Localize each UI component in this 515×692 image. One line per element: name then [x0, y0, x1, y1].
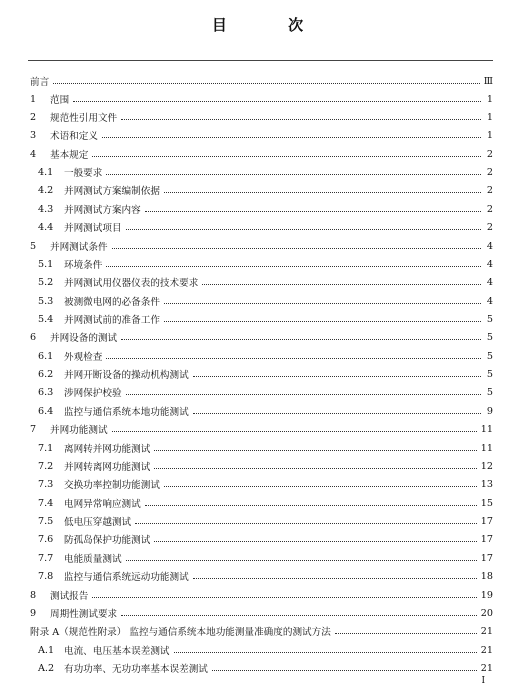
toc-entry[interactable]: [30, 109, 493, 125]
dot-leader: [121, 614, 477, 616]
toc-entry-page: 12: [480, 460, 493, 472]
dot-leader: [53, 82, 480, 84]
toc-entry-page: 5: [486, 350, 493, 362]
toc-entry[interactable]: [30, 587, 493, 603]
toc-entry-number: 7.7: [38, 552, 54, 564]
page-number: Ⅰ: [481, 676, 485, 686]
toc-entry[interactable]: [38, 568, 493, 584]
toc-entry-page: 4: [486, 276, 493, 288]
dot-leader: [126, 559, 477, 561]
toc-entry-number: 7.6: [38, 533, 54, 545]
toc-entry-label: 电网异常响应测试: [64, 499, 141, 510]
dot-leader: [193, 412, 481, 414]
toc-entry[interactable]: [38, 495, 493, 511]
dot-leader: [145, 504, 477, 506]
toc-entry-label: 规范性引用文件: [50, 113, 118, 124]
toc-entry-page: 5: [486, 313, 493, 325]
toc-entry-number: 7.2: [38, 460, 54, 472]
toc-entry-label: 测试报告: [50, 591, 89, 602]
toc-entry-label: 并网开断设备的操动机构测试: [64, 370, 189, 381]
toc-entry[interactable]: [38, 550, 493, 566]
dot-leader: [154, 449, 476, 451]
dot-leader: [154, 467, 476, 469]
toc-entry-number: A.1: [38, 644, 55, 656]
toc-entry-number: 5.3: [38, 295, 54, 307]
toc-entry[interactable]: [38, 476, 493, 492]
toc-entry-page: 17: [480, 552, 493, 564]
toc-entry-label: 一般要求: [64, 168, 103, 179]
dot-leader: [335, 632, 477, 634]
toc-entry-page: 2: [486, 148, 493, 160]
toc-entry[interactable]: [30, 329, 493, 345]
toc-entry-label: 前言: [30, 77, 50, 88]
toc-entry[interactable]: [38, 531, 493, 547]
toc-entry-page: 17: [480, 533, 493, 545]
toc-entry[interactable]: [38, 366, 493, 382]
toc-entry-label: 电能质量测试: [64, 554, 122, 565]
dot-leader: [126, 393, 481, 395]
toc-entry-page: 21: [480, 662, 493, 674]
title-divider: [28, 60, 493, 61]
toc-entry-page: 5: [486, 386, 493, 398]
toc-entry-label: 低电压穿越测试: [64, 517, 132, 528]
dot-leader: [112, 247, 481, 249]
toc-entry[interactable]: [30, 91, 493, 107]
toc-entry-number: 5: [30, 240, 37, 252]
toc-entry-label: 离网转并网功能测试: [64, 444, 151, 455]
toc-entry[interactable]: [30, 73, 493, 89]
dot-leader: [73, 100, 481, 102]
toc-entry-label: 并网功能测试: [50, 425, 108, 436]
toc-entry[interactable]: [30, 238, 493, 254]
toc-entry-label: 涉网保护校验: [64, 388, 122, 399]
toc-entry-label: 并网测试条件: [50, 242, 108, 253]
toc-entry[interactable]: [38, 348, 493, 364]
toc-entry-number: 4.1: [38, 166, 54, 178]
toc-entry[interactable]: [38, 458, 493, 474]
toc-entry[interactable]: [30, 421, 493, 437]
toc-entry-number: 7.1: [38, 442, 54, 454]
toc-entry-page: 11: [480, 442, 493, 454]
dot-leader: [106, 265, 481, 267]
dot-leader: [193, 375, 481, 377]
toc-entry-page: 15: [480, 497, 493, 509]
toc-entry-page: 11: [480, 423, 493, 435]
toc-entry-label: 并网测试方案编制依据: [64, 186, 160, 197]
toc-entry-number: A.2: [38, 662, 55, 674]
toc-entry[interactable]: [30, 623, 493, 639]
toc-entry-number: 7.4: [38, 497, 54, 509]
dot-leader: [135, 522, 477, 524]
dot-leader: [126, 228, 481, 230]
dot-leader: [164, 320, 481, 322]
dot-leader: [106, 357, 481, 359]
toc-entry-number: 2: [30, 111, 37, 123]
toc-entry-number: 5.1: [38, 258, 54, 270]
toc-entry[interactable]: [38, 311, 493, 327]
toc-entry-label: 附录 A（规范性附录） 监控与通信系统本地功能测量准确度的测试方法: [30, 627, 331, 638]
toc-entry-label: 并网转离网功能测试: [64, 462, 151, 473]
toc-entry-number: 1: [30, 93, 37, 105]
toc-entry-label: 监控与通信系统远动功能测试: [64, 572, 189, 583]
toc-entry-label: 电流、电压基本误差测试: [64, 646, 170, 657]
toc-entry[interactable]: [38, 384, 493, 400]
dot-leader: [92, 596, 476, 598]
toc-entry-page: 9: [486, 405, 493, 417]
dot-leader: [164, 485, 477, 487]
dot-leader: [164, 191, 481, 193]
toc-entry-number: 7.8: [38, 570, 54, 582]
toc-entry-page: 4: [486, 295, 493, 307]
dot-leader: [106, 173, 481, 175]
toc-entry[interactable]: [38, 642, 493, 658]
toc-entry-number: 4: [30, 148, 37, 160]
toc-entry-page: 2: [486, 166, 493, 178]
dot-leader: [193, 577, 477, 579]
toc-entry-page: 1: [486, 93, 493, 105]
toc-entry[interactable]: [38, 256, 493, 272]
toc-entry-number: 6.3: [38, 386, 54, 398]
toc-entry-label: 交换功率控制功能测试: [64, 480, 160, 491]
dot-leader: [121, 338, 481, 340]
toc-entry-label: 环境条件: [64, 260, 103, 271]
toc-entry-number: 5.2: [38, 276, 54, 288]
toc-entry-label: 有功功率、无功功率基本误差测试: [64, 664, 208, 675]
toc-entry-page: 1: [486, 129, 493, 141]
toc-entry-number: 4.2: [38, 184, 54, 196]
toc-entry-label: 防孤岛保护功能测试: [64, 535, 151, 546]
toc-entry-page: 18: [480, 570, 493, 582]
toc-entry-number: 7: [30, 423, 37, 435]
toc-entry-number: 6: [30, 331, 37, 343]
toc-entry-label: 范围: [50, 95, 70, 106]
dot-leader: [102, 136, 481, 138]
toc-entry-label: 并网测试方案内容: [64, 205, 141, 216]
toc-entry-page: 20: [480, 607, 493, 619]
dot-leader: [92, 155, 481, 157]
toc-entry-label: 并网测试前的准备工作: [64, 315, 160, 326]
toc-entry-page: 2: [486, 184, 493, 196]
toc-entry-page: 21: [480, 625, 493, 637]
toc-entry[interactable]: [38, 182, 493, 198]
toc-entry[interactable]: [38, 513, 493, 529]
toc-entry-page: Ⅲ: [483, 75, 493, 87]
toc-entry-page: 2: [486, 203, 493, 215]
dot-leader: [164, 302, 481, 304]
toc-entry[interactable]: [38, 201, 493, 217]
toc-entry-label: 并网设备的测试: [50, 333, 118, 344]
toc-entry-label: 基本规定: [50, 150, 89, 161]
toc-entry-number: 8: [30, 589, 37, 601]
toc-entry[interactable]: [38, 293, 493, 309]
toc-entry-number: 4.4: [38, 221, 54, 233]
toc-entry-number: 6.4: [38, 405, 54, 417]
toc-entry-page: 19: [480, 589, 493, 601]
toc-entry-label: 监控与通信系统本地功能测试: [64, 407, 189, 418]
toc-entry[interactable]: [30, 127, 493, 143]
dot-leader: [174, 651, 477, 653]
dot-leader: [112, 430, 477, 432]
toc-entry-number: 6.2: [38, 368, 54, 380]
toc-entry-label: 周期性测试要求: [50, 609, 118, 620]
toc-entry[interactable]: [38, 164, 493, 180]
toc-entry-page: 13: [480, 478, 493, 490]
toc-entry[interactable]: [38, 219, 493, 235]
toc-entry[interactable]: [30, 605, 493, 621]
toc-entry-page: 21: [480, 644, 493, 656]
toc-entry[interactable]: [38, 660, 493, 676]
toc-entry[interactable]: [30, 146, 493, 162]
dot-leader: [121, 118, 481, 120]
dot-leader: [212, 669, 477, 671]
toc-entry-number: 4.3: [38, 203, 54, 215]
toc-entry[interactable]: [38, 274, 493, 290]
toc-entry-page: 4: [486, 240, 493, 252]
toc-entry-page: 5: [486, 331, 493, 343]
toc-entry[interactable]: [38, 440, 493, 456]
dot-leader: [145, 210, 481, 212]
toc-entry-label: 被测微电网的必备条件: [64, 297, 160, 308]
toc-entry-number: 9: [30, 607, 37, 619]
toc-entry[interactable]: [38, 403, 493, 419]
toc-entry-page: 2: [486, 221, 493, 233]
dot-leader: [154, 540, 476, 542]
toc-entry-number: 5.4: [38, 313, 54, 325]
toc-entry-page: 5: [486, 368, 493, 380]
toc-entry-number: 6.1: [38, 350, 54, 362]
dot-leader: [202, 283, 481, 285]
toc-entry-number: 3: [30, 129, 37, 141]
toc-entry-page: 1: [486, 111, 493, 123]
toc-entry-number: 7.5: [38, 515, 54, 527]
toc-entry-label: 术语和定义: [50, 131, 98, 142]
toc-entry-label: 并网测试项目: [64, 223, 122, 234]
toc-entry-label: 并网测试用仪器仪表的技术要求: [64, 278, 199, 289]
toc-entry-number: 7.3: [38, 478, 54, 490]
page-title: 目 次: [211, 16, 332, 34]
toc-entry-page: 17: [480, 515, 493, 527]
toc-entry-label: 外观检查: [64, 352, 103, 363]
toc-entry-page: 4: [486, 258, 493, 270]
